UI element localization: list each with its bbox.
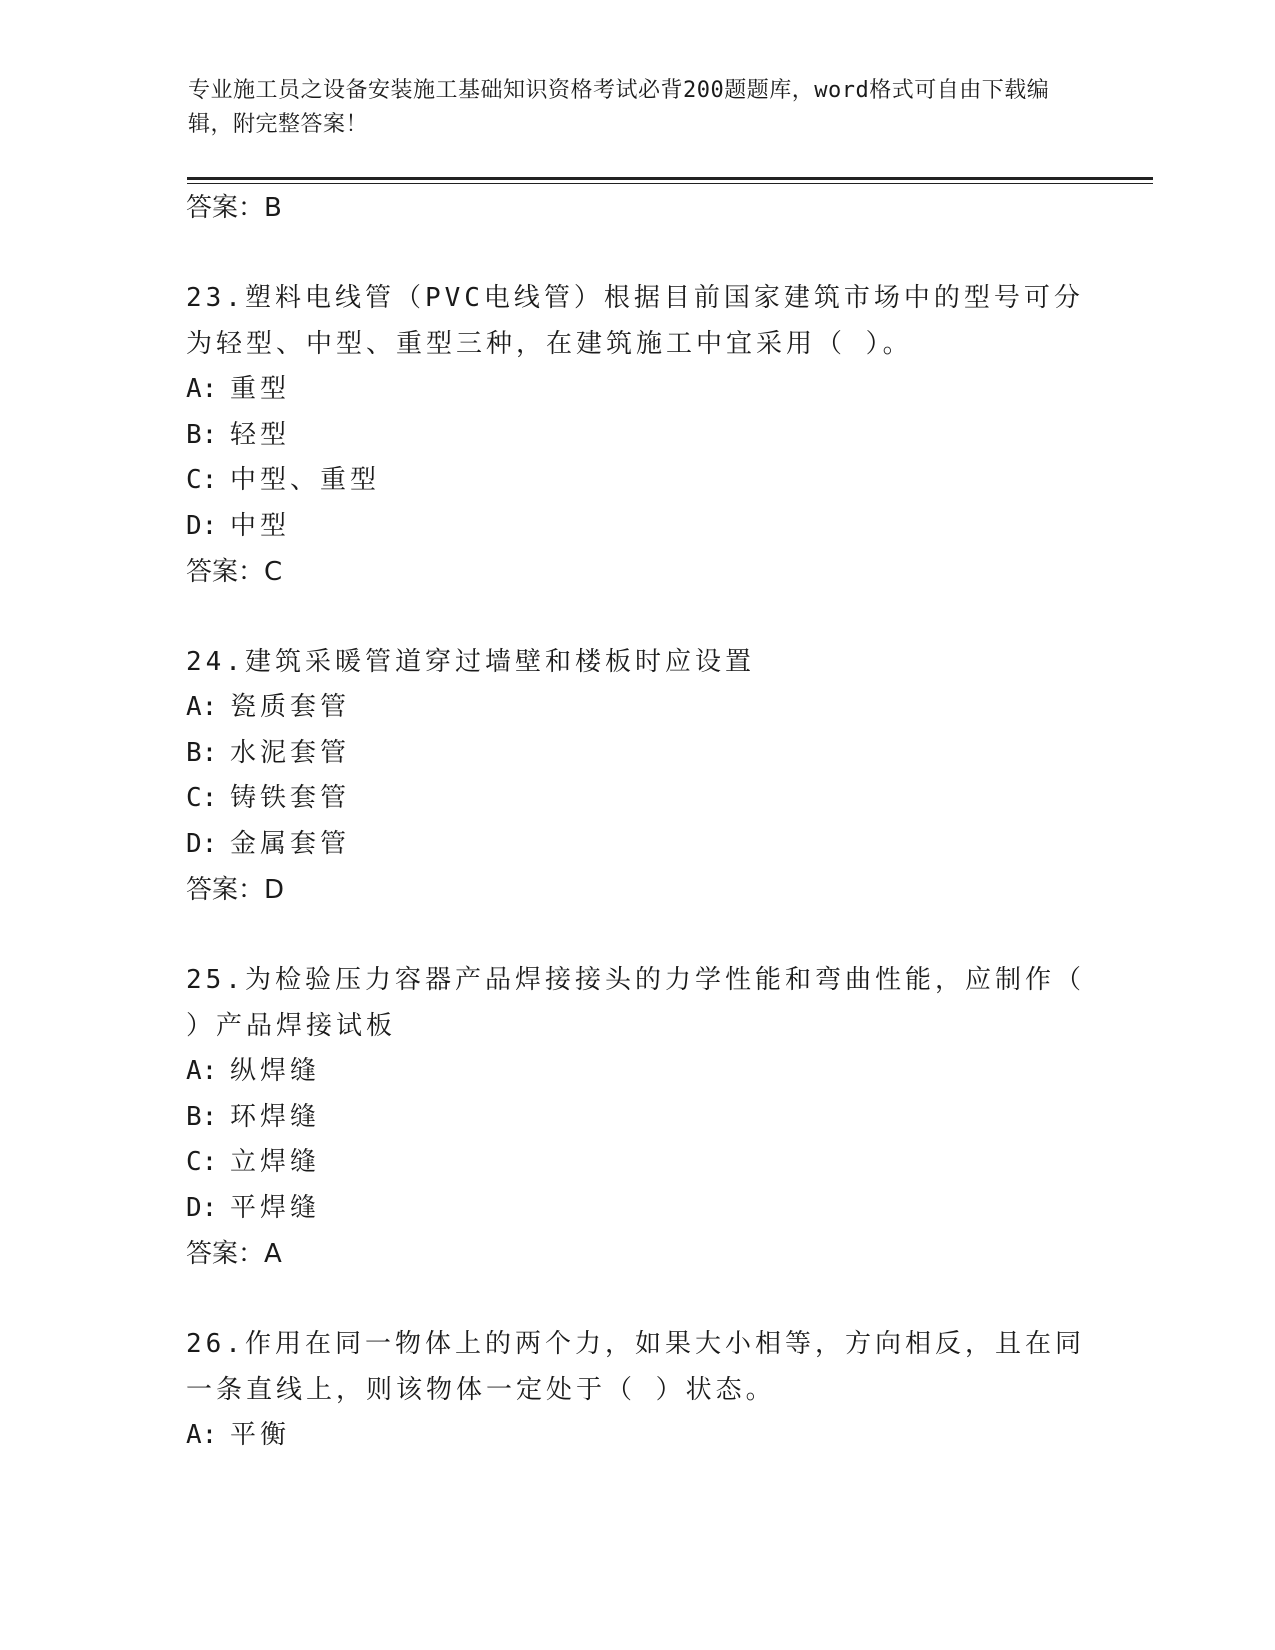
question-text: 24.建筑采暖管道穿过墙壁和楼板时应设置 — [186, 647, 755, 677]
option-d — [186, 822, 1086, 868]
option-letter: A: — [186, 374, 218, 404]
option-a — [186, 367, 1086, 413]
option-text: 中型 — [230, 510, 291, 541]
option-b — [186, 413, 1086, 459]
option-d — [186, 504, 1086, 550]
question-item — [186, 1321, 1086, 1459]
option-letter: D: — [186, 1192, 218, 1223]
option-letter: B: — [186, 737, 218, 768]
option-text: 立焊缝 — [230, 1147, 321, 1177]
option-text: 轻型 — [230, 419, 291, 450]
answer-line: 答案：B — [186, 193, 282, 223]
question-item — [186, 275, 1086, 595]
option-letter: A: — [186, 1056, 218, 1086]
option-letter: C: — [186, 465, 218, 495]
option-letter: A: — [186, 692, 218, 722]
question-text: 25.为检验压力容器产品焊接接头的力学性能和弯曲性能，应制作（ ）产品焊接试板 — [186, 965, 1085, 1041]
option-text: 环焊缝 — [230, 1101, 321, 1132]
option-b — [186, 731, 1086, 777]
option-text: 水泥套管 — [230, 737, 351, 768]
answer-line: 答案：A — [186, 1239, 282, 1269]
option-letter: B: — [186, 419, 218, 450]
option-letter: A: — [186, 1420, 218, 1450]
option-text: 瓷质套管 — [230, 692, 351, 722]
question-text: 23.塑料电线管（PVC电线管）根据目前国家建筑市场中的型号可分为轻型、中型、重型三种，在建筑施工中宜采用（ ）。 — [186, 283, 1084, 359]
option-b — [186, 1095, 1086, 1141]
option-text: 铸铁套管 — [230, 783, 351, 813]
option-text: 重型 — [230, 374, 291, 404]
option-c — [186, 458, 1086, 504]
option-c — [186, 1140, 1086, 1186]
option-c — [186, 776, 1086, 822]
option-letter: D: — [186, 510, 218, 541]
option-a — [186, 1413, 1086, 1459]
answer-line: 答案：D — [186, 875, 285, 905]
option-letter: D: — [186, 828, 218, 859]
option-a — [186, 685, 1086, 731]
question-list — [186, 185, 1086, 1459]
question-item — [186, 957, 1086, 1277]
question-text: 26.作用在同一物体上的两个力，如果大小相等，方向相反，且在同一条直线上，则该物体一定处于（ ）状态。 — [186, 1329, 1085, 1405]
option-text: 金属套管 — [230, 828, 351, 859]
option-a — [186, 1049, 1086, 1095]
option-text: 平衡 — [230, 1420, 291, 1450]
option-d — [186, 1186, 1086, 1232]
option-letter: C: — [186, 1147, 218, 1177]
header-divider-thin — [187, 183, 1153, 184]
option-text: 纵焊缝 — [230, 1056, 321, 1086]
option-text: 平焊缝 — [230, 1192, 321, 1223]
page-header: 专业施工员之设备安装施工基础知识资格考试必背200题题库，word格式可自由下载编辑，附完整答案！ — [188, 78, 1050, 137]
option-letter: C: — [186, 783, 218, 813]
question-item — [186, 639, 1086, 913]
header-divider-thick — [187, 177, 1153, 180]
option-text: 中型、重型 — [230, 465, 381, 495]
option-letter: B: — [186, 1101, 218, 1132]
answer-line: 答案：C — [186, 557, 283, 587]
